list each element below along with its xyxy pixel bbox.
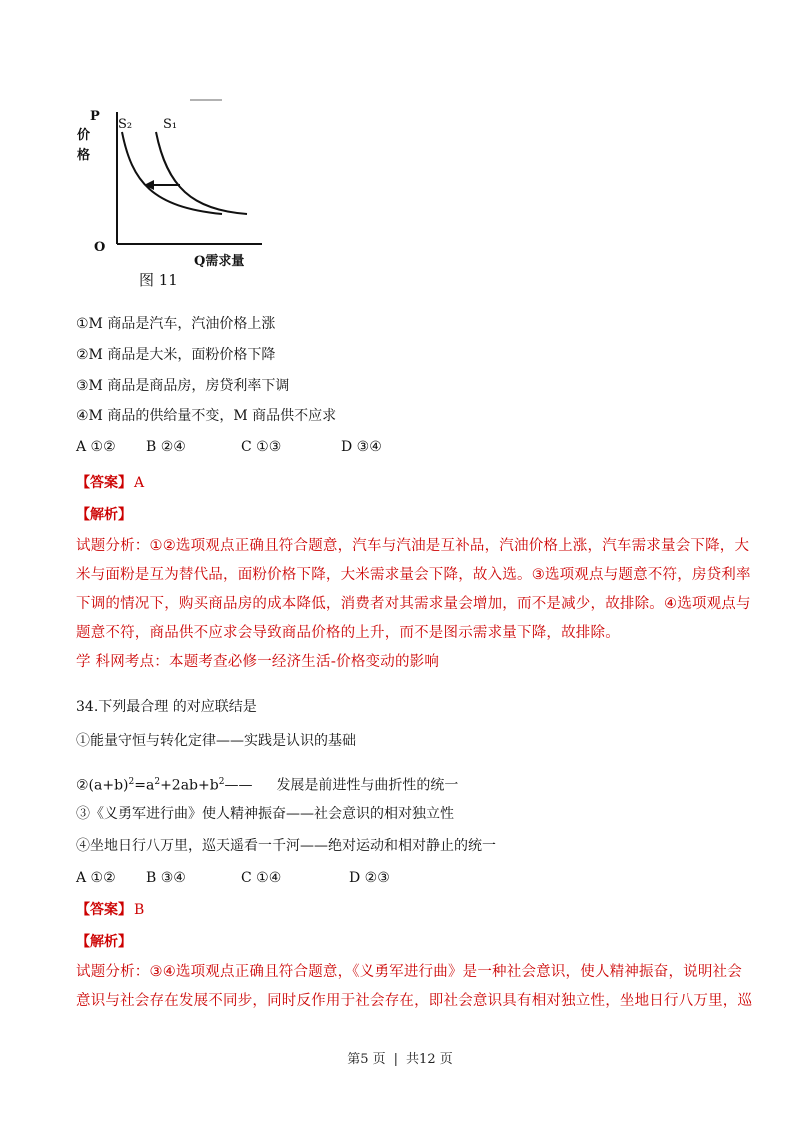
q34-sup-3: 2: [218, 777, 225, 787]
curve-s2: [122, 132, 222, 214]
q34-option-2: [76, 772, 458, 796]
q34-sup-2: 2: [154, 777, 161, 787]
y-axis-letter: P: [90, 109, 100, 124]
q34-option-1: ①能量守恒与转化定律——实践是认识的基础: [76, 733, 356, 749]
q34-choice-d: D ②③: [349, 870, 390, 886]
q33-option-2: ②M 商品是大米，面粉价格下降: [76, 347, 276, 363]
q34-answer-tag: 【答案】: [76, 902, 132, 918]
q33-choice-c: C ①③: [241, 439, 282, 455]
q34-choice-c: C ①④: [241, 870, 282, 886]
x-axis-label: Q需求量: [194, 254, 245, 269]
q34-option-2-b: +2ab+b: [160, 777, 219, 794]
q34-choice-b: B ③④: [146, 870, 186, 886]
price-demand-graph: [77, 92, 282, 292]
q33-option-1: ①M 商品是汽车，汽油价格上涨: [76, 316, 276, 332]
footer-separator: |: [393, 1052, 399, 1067]
q34-analysis-tag: 【解析】: [76, 934, 132, 950]
q33-analysis-tag: 【解析】: [76, 507, 132, 523]
footer-page: 第5 页: [347, 1052, 386, 1067]
q33-option-3: ③M 商品是商品房，房贷利率下调: [76, 378, 290, 394]
q34-option-2-dash: ——: [224, 777, 253, 794]
q34-choices: [76, 868, 390, 888]
q33-choices: [76, 437, 382, 457]
q34-option-2-text: 发展是前进性与曲折性的统一: [276, 777, 459, 794]
y-axis-label-1: 价: [77, 128, 91, 143]
price-demand-figure: [77, 92, 282, 292]
q33-choice-a: A ①②: [76, 439, 116, 455]
q33-choice-d: D ③④: [341, 439, 382, 455]
q33-analysis-line-5: 学 科网考点：本题考查必修一经济生活-价格变动的影响: [76, 654, 440, 670]
q34-answer-value: B: [134, 902, 145, 918]
q33-answer-tag: 【答案】: [76, 475, 132, 491]
q34-stem: 34.下列最合理 的对应联结是: [76, 699, 257, 715]
q33-answer-value: A: [134, 475, 145, 491]
y-axis-label-2: 格: [77, 148, 91, 163]
footer-total: 共12 页: [406, 1052, 453, 1067]
q34-analysis: [76, 958, 753, 1016]
q33-answer: [76, 473, 144, 493]
q34-option-3: ③《义勇军进行曲》使人精神振奋——社会意识的相对独立性: [76, 806, 454, 822]
q33-choice-b: B ②④: [146, 439, 186, 455]
q33-analysis-line-4: 题意不符，商品供不应求会导致商品价格的上升，而不是图示需求量下降，故排除。: [76, 625, 620, 641]
q33-analysis-line-1: 试题分析：①②选项观点正确且符合题意，汽车与汽油是互补品，汽油价格上涨，汽车需求量会下降，大: [76, 538, 750, 554]
figure-caption: 图 11: [139, 271, 178, 289]
q34-option-4: ④坐地日行八万里，巡天遥看一千河——绝对运动和相对静止的统一: [76, 838, 496, 854]
q33-analysis-line-2: 米与面粉是互为替代品，面粉价格下降，大米需求量会下降，故入选。③选项观点与题意不符，房贷利率: [76, 567, 751, 583]
q34-answer: [76, 900, 144, 920]
q34-option-2-prefix: ②(a+b): [76, 777, 129, 794]
curve-s2-label: S₂: [118, 117, 133, 132]
page-footer: [0, 1048, 800, 1067]
q34-analysis-line-2: 意识与社会存在发展不同步，同时反作用于社会存在，即社会意识具有相对独立性，坐地日行八万里，巡: [76, 993, 753, 1009]
q34-option-2-a: =a: [134, 777, 155, 794]
q33-analysis: [76, 532, 751, 677]
q33-option-4: ④M 商品的供给量不变，M 商品供不应求: [76, 408, 337, 424]
q33-analysis-line-3: 下调的情况下，购买商品房的成本降低，消费者对其需求量会增加，而不是减少，故排除。④选项观点与: [76, 596, 751, 612]
curve-s1-label: S₁: [163, 117, 178, 132]
q34-choice-a: A ①②: [76, 870, 116, 886]
origin-label: O: [94, 240, 106, 255]
q34-analysis-line-1: 试题分析：③④选项观点正确且符合题意，《义勇军进行曲》是一种社会意识，使人精神振奋，说明社会: [76, 964, 742, 980]
q34-sup-1: 2: [128, 777, 135, 787]
